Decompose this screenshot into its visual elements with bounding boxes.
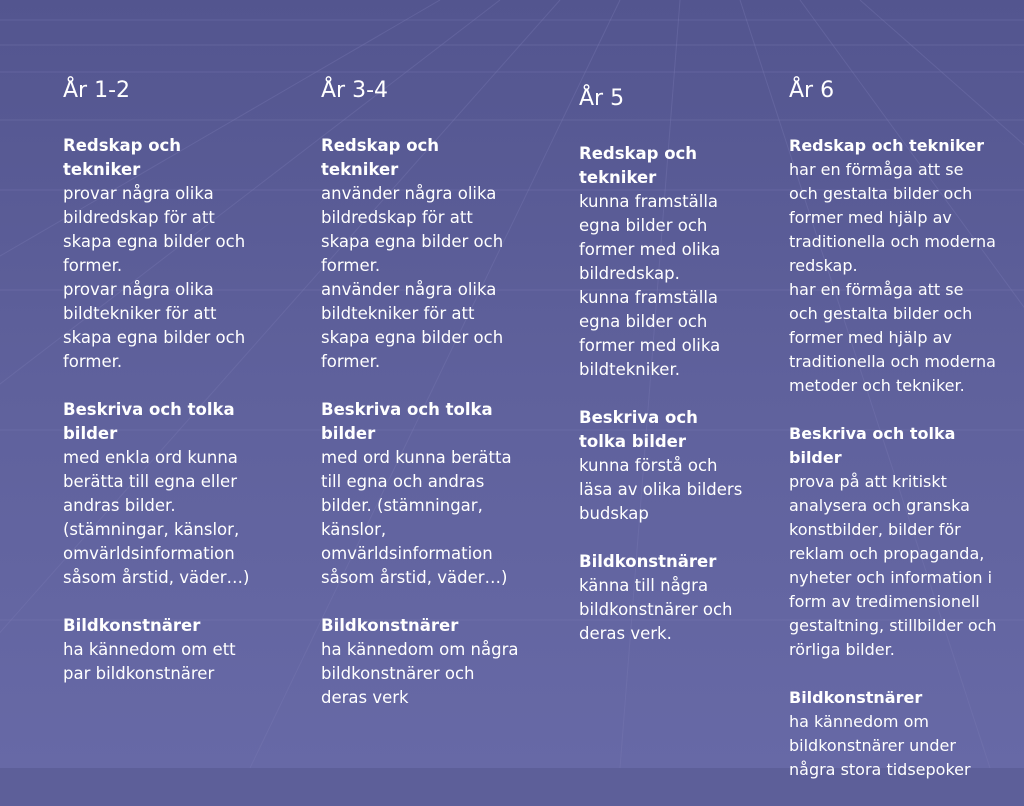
section-beskriva [789,422,1021,662]
column-title: År 3-4 [321,78,389,103]
section-bildkonstnarer [63,614,278,686]
section-heading: Redskap och tekniker [321,136,440,179]
column-year-5 [579,86,779,670]
section-heading: Bildkonstnärer [789,688,923,707]
section-body: ha kännedom om ett par bildkonstnärer [63,640,236,683]
section-heading: Beskriva och tolka bilder [579,408,698,451]
section-body: med enkla ord kunna berätta till egna eller andras bilder. (stämningar, känslor, omvärldsinformation såsom årstid, väder…) [63,448,250,587]
column-title: År 6 [789,78,835,103]
section-heading: Beskriva och tolka bilder [63,400,235,443]
column-year-1-2 [63,78,278,710]
section-heading: Beskriva och tolka bilder [321,400,493,443]
section-redskap [321,134,551,374]
column-title: År 1-2 [63,78,131,103]
section-body: kunna framställa egna bilder och former med olika bildredskap. kunna framställa egna bilder och former med olika bildtekniker. [579,192,721,379]
section-body: provar några olika bildredskap för att skapa egna bilder och former. provar några olika bildtekniker för att skapa egna bilder och former. [63,184,246,371]
column-title: År 5 [579,86,625,111]
section-redskap [63,134,278,374]
section-body: har en förmåga att se och gestalta bilder och former med hjälp av traditionella och moderna redskap. har en förmåga att se och gestalta bilder och former med hjälp av traditionella och moderna metoder och tekniker. [789,160,996,395]
section-heading: Bildkonstnärer [579,552,717,571]
section-heading: Redskap och tekniker [789,136,985,155]
section-beskriva [579,406,779,526]
section-bildkonstnarer [579,550,779,646]
section-body: med ord kunna berätta till egna och andras bilder. (stämningar, känslor, omvärldsinformation såsom årstid, väder…) [321,448,512,587]
column-year-3-4 [321,78,551,734]
section-body: använder några olika bildredskap för att skapa egna bilder och former. använder några olika bildtekniker för att skapa egna bilder och former. [321,184,504,371]
section-heading: Bildkonstnärer [63,616,201,635]
section-heading: Beskriva och tolka bilder [789,424,956,467]
section-bildkonstnarer [321,614,551,710]
section-heading: Redskap och tekniker [579,144,698,187]
section-body: ha kännedom om bildkonstnärer under några stora tidsepoker [789,712,971,779]
section-body: ha kännedom om några bildkonstnärer och deras verk [321,640,519,707]
section-beskriva [321,398,551,590]
section-heading: Redskap och tekniker [63,136,182,179]
section-beskriva [63,398,278,590]
section-body: prova på att kritiskt analysera och granska konstbilder, bilder för reklam och propaganda, nyheter och information i form av tredimensionell gestaltning, stillbilder och rörliga bilder. [789,472,997,659]
column-year-6 [789,78,1021,806]
section-redskap [579,142,779,382]
section-body: känna till några bildkonstnärer och deras verk. [579,576,733,643]
section-body: kunna förstå och läsa av olika bilders budskap [579,456,743,523]
section-heading: Bildkonstnärer [321,616,459,635]
section-redskap [789,134,1021,398]
